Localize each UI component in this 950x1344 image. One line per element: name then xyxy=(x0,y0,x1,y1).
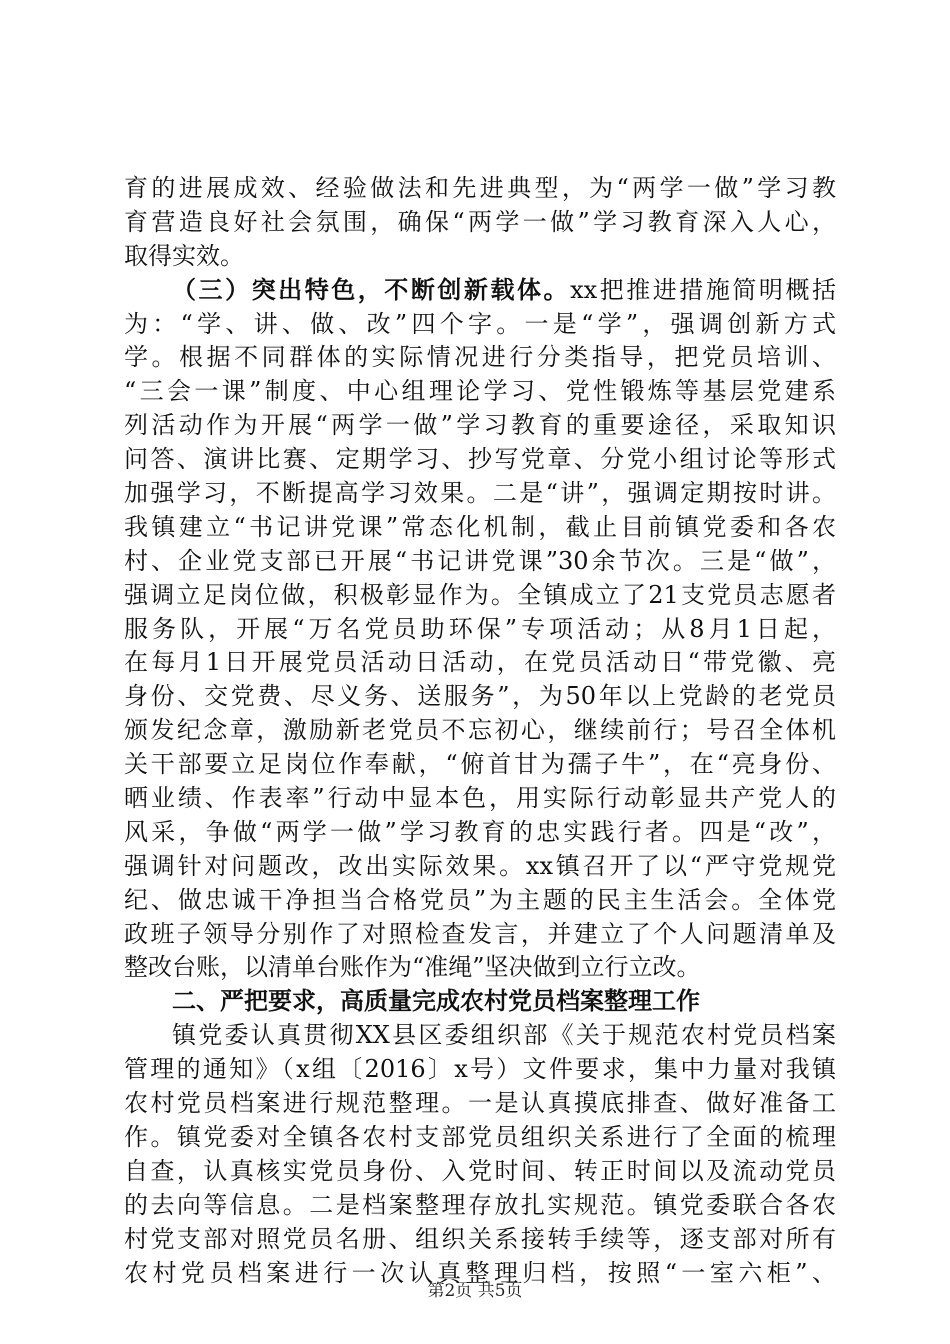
paragraph-line: 学。根据不同群体的实际情况进行分类指导，把党员培训、 xyxy=(124,343,836,372)
paragraph-line: 身份、交党费、尽义务、送服务”，为50年以上党龄的老党员 xyxy=(124,682,836,711)
paragraph-line: 服务队，开展“万名党员助环保”专项活动；从8月1日起， xyxy=(124,614,836,643)
paragraph-line: 作。镇党委对全镇各农村支部党员组织关系进行了全面的梳理 xyxy=(124,1122,836,1151)
section-3-first-line xyxy=(124,274,836,308)
paragraph-line: 自查，认真核实党员身份、入党时间、转正时间以及流动党员 xyxy=(124,1156,836,1185)
document-body xyxy=(124,172,836,1290)
paragraph-line: 的去向等信息。二是档案整理存放扎实规范。镇党委联合各农 xyxy=(124,1190,836,1219)
paragraph-line: “三会一课”制度、中心组理论学习、党性锻炼等基层党建系 xyxy=(124,377,836,406)
paragraph-line: 颁发纪念章，激励新老党员不忘初心，继续前行；号召全体机 xyxy=(124,716,836,745)
paragraph-line: 管理的通知》（x组〔2016〕x号）文件要求，集中力量对我镇 xyxy=(124,1055,836,1084)
paragraph-line: 农村党员档案进行一次认真整理归档，按照“一室六柜”、 xyxy=(124,1258,836,1287)
paragraph-line: 镇党委认真贯彻XX县区委组织部《关于规范农村党员档案 xyxy=(172,1021,836,1050)
paragraph-line: 育的进展成效、经验做法和先进典型，为“两学一做”学习教 xyxy=(124,174,836,202)
paragraph-line: 整改台账，以清单台账作为“准绳”坚决做到立行立改。 xyxy=(124,953,701,982)
paragraph-line: 强调针对问题改，改出实际效果。xx镇召开了以“严守党规党 xyxy=(124,851,836,880)
section-3-first-line-text: xx把推进措施简明概括 xyxy=(570,275,836,304)
paragraph-line: 取得实效。 xyxy=(124,241,244,270)
paragraph-line: 育营造良好社会氛围，确保“两学一做”学习教育深入人心， xyxy=(124,207,836,236)
paragraph-line: 问答、演讲比赛、定期学习、抄写党章、分党小组讨论等形式 xyxy=(124,445,836,474)
section-2-heading: 二、严把要求，高质量完成农村党员档案整理工作 xyxy=(172,987,700,1016)
paragraph-line: 强调立足岗位做，积极彰显作为。全镇成立了21支党员志愿者 xyxy=(124,580,836,609)
paragraph-line: 晒业绩、作表率”行动中显本色，用实际行动彰显共产党人的 xyxy=(124,784,836,813)
section-3-heading: （三）突出特色，不断创新载体。 xyxy=(172,275,571,304)
paragraph-line: 在每月1日开展党员活动日活动，在党员活动日“带党徽、亮 xyxy=(124,648,836,677)
paragraph-line: 纪、做忠诚干净担当合格党员”为主题的民主生活会。全体党 xyxy=(124,885,836,914)
paragraph-line: 农村党员档案进行规范整理。一是认真摸底排查、做好准备工 xyxy=(124,1089,836,1118)
paragraph-line: 关干部要立足岗位作奉献，“俯首甘为孺子牛”，在“亮身份、 xyxy=(124,750,836,779)
paragraph-line: 政班子领导分别作了对照检查发言，并建立了个人问题清单及 xyxy=(124,919,836,948)
paragraph-line: 为：“学、讲、做、改”四个字。一是“学”，强调创新方式 xyxy=(124,309,836,338)
paragraph-line: 加强学习，不断提高学习效果。二是“讲”，强调定期按时讲。 xyxy=(124,479,836,508)
paragraph-line: 风采，争做“两学一做”学习教育的忠实践行者。四是“改”， xyxy=(124,817,836,846)
paragraph-line: 村党支部对照党员名册、组织关系接转手续等，逐支部对所有 xyxy=(124,1224,836,1253)
paragraph-line: 村、企业党支部已开展“书记讲党课”30余节次。三是“做”， xyxy=(124,546,836,575)
paragraph-line: 列活动作为开展“两学一做”学习教育的重要途径，采取知识 xyxy=(124,411,836,440)
paragraph-line: 我镇建立“书记讲党课”常态化机制，截止目前镇党委和各农 xyxy=(124,512,836,541)
page-number-footer: 第2页 共5页 xyxy=(427,1281,523,1301)
